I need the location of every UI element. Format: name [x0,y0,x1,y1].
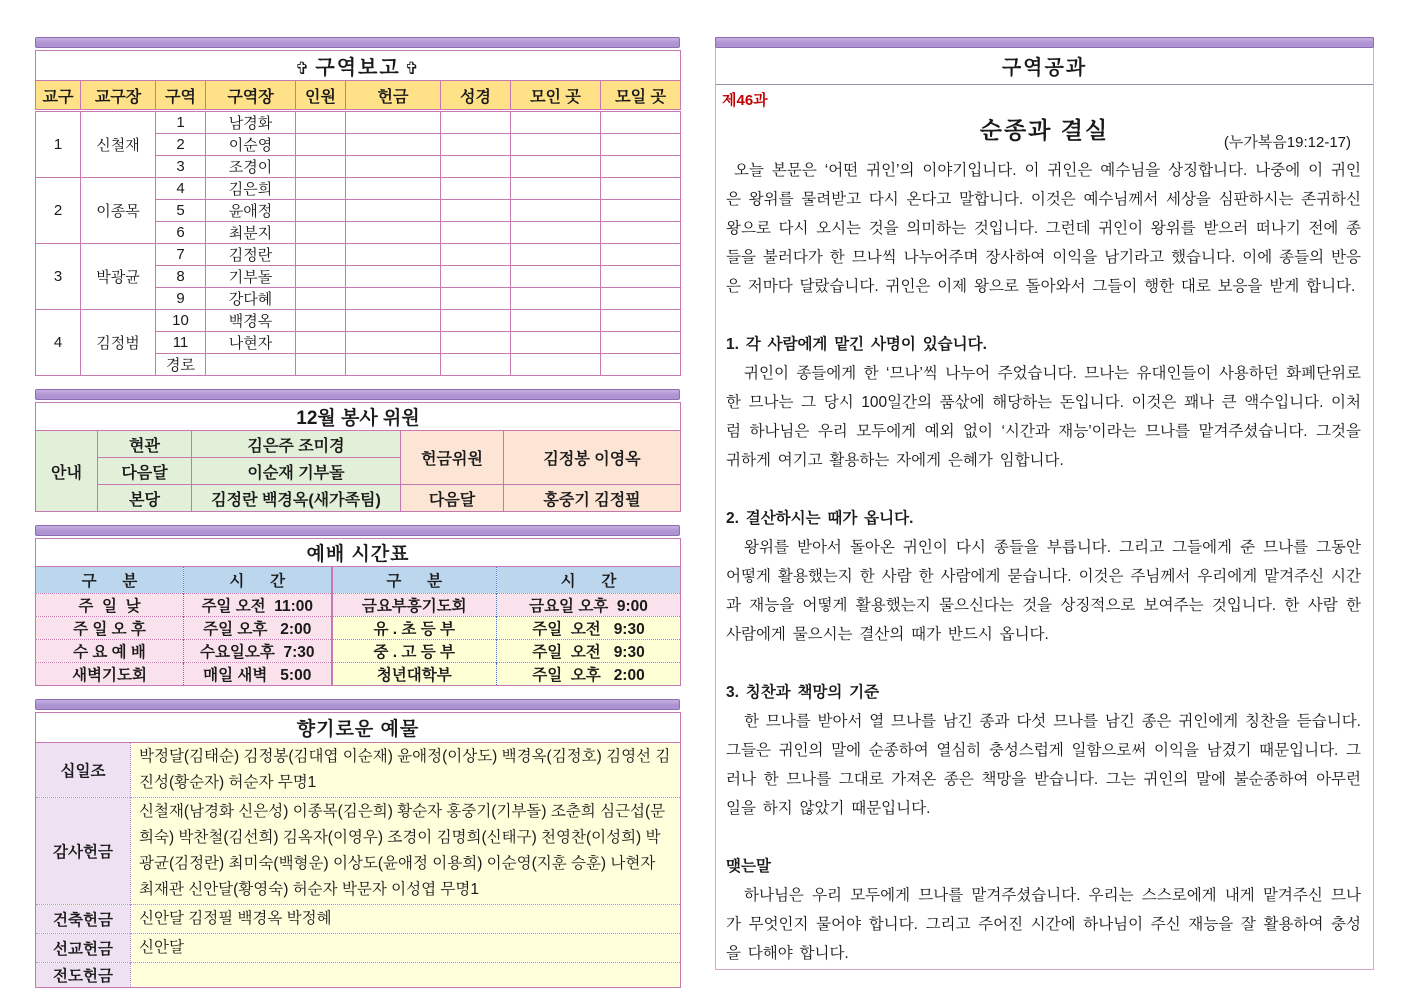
column-header: 시 간 [497,567,681,594]
lesson-panel [715,37,1374,970]
guide-place: 본당 [98,485,192,512]
table-row [36,594,681,617]
next-month-label: 다음달 [401,485,504,512]
column-header: 교구장 [81,81,156,111]
empty-cell [511,156,601,178]
empty-cell [296,134,346,156]
service-name: 새벽기도회 [36,663,184,686]
table-row [36,178,681,200]
guide-names: 김은주 조미경 [192,431,401,458]
district-no: 1 [156,111,206,134]
table-title-row [36,539,681,567]
section-divider-bar [35,699,680,710]
empty-cell [296,222,346,244]
empty-cell [511,266,601,288]
cross-icon: ✞ [404,59,421,78]
parish-no: 3 [36,244,81,310]
offering-names: 박정달(김태순) 김정봉(김대엽 이순재) 윤애정(이상도) 백경옥(김정호) 김영선 김진성(황순자) 허순자 무명1 [131,743,681,798]
parish-no: 2 [36,178,81,244]
empty-cell [346,288,441,310]
section-heading: 1. 각 사람에게 맡긴 사명이 있습니다. [726,336,987,353]
district-leader: 기부돌 [206,266,296,288]
parish-leader: 이종목 [81,178,156,244]
empty-cell [296,244,346,266]
offering-type-label: 감사헌금 [36,798,131,905]
service-time: 주일 오전 9:30 [497,640,681,663]
worship-schedule-title: 예배 시간표 [36,539,681,567]
cross-icon: ✞ [295,59,312,78]
empty-cell [511,200,601,222]
empty-cell [346,310,441,332]
service-name: 주 일 낮 [36,594,184,617]
next-month-names: 홍중기 김정필 [504,485,681,512]
offering-type-label: 전도헌금 [36,963,131,988]
district-report-title [36,51,681,81]
offering-names [131,963,681,988]
empty-cell [441,200,511,222]
column-header: 모인 곳 [511,81,601,111]
parish-no: 4 [36,310,81,376]
district-leader: 강다혜 [206,288,296,310]
service-name: 주 일 오 후 [36,617,184,640]
offerings-title: 향기로운 예물 [36,713,681,743]
column-header: 구역장 [206,81,296,111]
district-leader: 김정란 [206,244,296,266]
empty-cell [441,134,511,156]
table-row [36,798,681,905]
empty-cell [441,222,511,244]
section-divider-bar [35,37,680,48]
section-paragraph: 귀인이 종들에게 한 ‘므나’씩 나누어 주었습니다. 므나는 유대인들이 사용하던 화폐단위로 한 므나는 그 당시 100일간의 품삯에 해당하는 돈입니다. 이것은 꽤나 큰 액수입니다. 이처럼 하나님은 우리 모두에게 예외 없이 ‘시간과 재능’이라는 므나를 맡겨주셨습니다. 그것을 귀하게 여기고 활용하는 자에게 은혜가 임합니다. [726,365,1361,469]
district-leader: 나현자 [206,332,296,354]
service-time: 수요일오후 7:30 [184,640,332,663]
empty-cell [601,222,681,244]
table-row [36,485,681,512]
district-leader: 최분지 [206,222,296,244]
offerings-table [35,712,681,988]
table-row [36,310,681,332]
table-title-row [36,403,681,431]
empty-cell [601,332,681,354]
empty-cell [296,200,346,222]
column-header: 성경 [441,81,511,111]
empty-cell [346,178,441,200]
empty-cell [511,244,601,266]
service-time: 주일 오전 9:30 [497,617,681,640]
empty-cell [441,111,511,134]
district-leader: 김은희 [206,178,296,200]
table-row [36,663,681,686]
empty-cell [441,266,511,288]
section-heading: 2. 결산하시는 때가 옵니다. [726,510,914,527]
guide-names: 김정란 백경옥(새가족팀) [192,485,401,512]
empty-cell [346,200,441,222]
empty-cell [346,266,441,288]
district-leader: 윤애정 [206,200,296,222]
table-title-row [36,51,681,81]
empty-cell [601,310,681,332]
column-header: 구 분 [36,567,184,594]
table-row [36,431,681,458]
empty-cell [601,288,681,310]
offering-committee-label: 헌금위원 [401,431,504,485]
table-header-row [36,81,681,111]
table-title-row [36,713,681,743]
empty-cell [601,134,681,156]
empty-cell [346,134,441,156]
empty-cell [601,178,681,200]
empty-cell [296,111,346,134]
empty-cell [601,244,681,266]
service-time: 주일 오후 2:00 [497,663,681,686]
district-no: 7 [156,244,206,266]
empty-cell [601,354,681,376]
district-no: 10 [156,310,206,332]
section-heading: 맺는말 [726,858,771,875]
table-row [36,905,681,934]
section-divider-bar [35,389,680,400]
column-header: 시 간 [184,567,332,594]
empty-cell [511,310,601,332]
empty-cell [601,156,681,178]
empty-cell [441,332,511,354]
lesson-panel-title: 구역공과 [716,48,1373,85]
empty-cell [601,111,681,134]
district-no: 4 [156,178,206,200]
empty-cell [346,111,441,134]
column-header: 모일 곳 [601,81,681,111]
district-no: 6 [156,222,206,244]
district-no: 5 [156,200,206,222]
column-header: 인원 [296,81,346,111]
lesson-intro-paragraph: 오늘 본문은 ‘어떤 귀인’의 이야기입니다. 이 귀인은 예수님을 상징합니다. 나중에 이 귀인은 왕위를 물려받고 다시 온다고 말합니다. 이것은 예수님께서 세상을 심판하시는 존귀하신 왕으로 다시 오시는 것을 의미하는 것입니다. 그런데 귀인이 왕위를 받으러 떠나기 전에 종들을 불러다가 한 므나씩 나누어주며 장사하여 이익을 남기라고 했습니다. 이에 종들의 반응은 저마다 달랐습니다. 귀인은 이제 왕으로 돌아와서 그들이 행한 대로 보응을 받게 합니다. [726,162,1361,295]
column-header: 헌금 [346,81,441,111]
district-no: 3 [156,156,206,178]
table-row [36,934,681,963]
empty-cell [296,332,346,354]
offering-names: 신안달 김정필 백경옥 박정혜 [131,905,681,934]
worship-schedule-table [35,538,681,686]
section-paragraph: 한 므나를 받아서 열 므나를 남긴 종과 다섯 므나를 남긴 종은 귀인에게 칭찬을 듣습니다. 그들은 귀인의 말에 순종하여 열심히 충성스럽게 일함으로써 이익을 남겼기 때문입니다. 그러나 한 므나를 그대로 가져온 종은 책망을 받습니다. 그는 귀인의 말에 불순종하여 아무런 일을 하지 않았기 때문입니다. [726,713,1361,817]
lesson-heading [716,112,1373,156]
empty-cell [441,244,511,266]
guide-names: 이순재 기부돌 [192,458,401,485]
district-leader: 조경이 [206,156,296,178]
service-name: 중 . 고 등 부 [332,640,497,663]
guide-place: 현관 [98,431,192,458]
parish-leader: 신철재 [81,111,156,178]
service-name: 유 . 초 등 부 [332,617,497,640]
table-row [36,617,681,640]
district-no: 경로 [156,354,206,376]
empty-cell [346,332,441,354]
district-no: 8 [156,266,206,288]
district-no: 11 [156,332,206,354]
bulletin-left-column [35,37,680,988]
table-row [36,111,681,134]
district-no: 2 [156,134,206,156]
section-title: 구역보고 [315,57,401,79]
section-paragraph: 하나님은 우리 모두에게 므나를 맡겨주셨습니다. 우리는 스스로에게 내게 맡겨주신 므나가 무엇인지 물어야 합니다. 그리고 주어진 시간에 하나님이 주신 재능을 잘 활용하여 충성을 다해야 합니다. [726,887,1361,962]
empty-cell [511,354,601,376]
empty-cell [441,156,511,178]
scripture-reference: (누가복음19:12-17) [1223,134,1351,151]
empty-cell [511,222,601,244]
empty-cell [441,178,511,200]
guide-place: 다음달 [98,458,192,485]
column-header: 구역 [156,81,206,111]
district-leader [206,354,296,376]
lesson-body [716,156,1373,968]
empty-cell [441,288,511,310]
table-header-row [36,567,681,594]
service-time: 금요일 오후 9:00 [497,594,681,617]
offering-committee-names: 김정봉 이영옥 [504,431,681,485]
service-time: 매일 새벽 5:00 [184,663,332,686]
empty-cell [511,288,601,310]
empty-cell [346,244,441,266]
empty-cell [296,288,346,310]
empty-cell [511,178,601,200]
table-row [36,244,681,266]
service-time: 주일 오전 11:00 [184,594,332,617]
empty-cell [601,200,681,222]
table-row [36,963,681,988]
service-time: 주일 오후 2:00 [184,617,332,640]
district-no: 9 [156,288,206,310]
column-header: 교구 [36,81,81,111]
empty-cell [296,178,346,200]
empty-cell [601,266,681,288]
offering-names: 신철재(남경화 신은성) 이종목(김은희) 황순자 홍중기(기부돌) 조춘희 심근섭(문희숙) 박찬철(김선희) 김옥자(이영우) 조경이 김명희(신태구) 천영찬(이성희) 박광균(김정란) 최미숙(백형운) 이상도(윤애정 이용희) 이순영(지훈 승훈) 나현자 최재관 신안달(황영숙) 허순자 박문자 이성엽 무명1 [131,798,681,905]
lesson-number: 제46과 [722,92,768,109]
offering-type-label: 건축헌금 [36,905,131,934]
empty-cell [511,111,601,134]
service-name: 금요부흥기도회 [332,594,497,617]
empty-cell [296,156,346,178]
guide-label: 안내 [36,431,98,512]
empty-cell [346,156,441,178]
district-leader: 이순영 [206,134,296,156]
section-heading: 3. 칭찬과 책망의 기준 [726,684,880,701]
offering-type-label: 선교헌금 [36,934,131,963]
table-row [36,743,681,798]
empty-cell [346,222,441,244]
empty-cell [296,354,346,376]
column-header: 구 분 [332,567,497,594]
service-name: 수 요 예 배 [36,640,184,663]
parish-no: 1 [36,111,81,178]
offering-names: 신안달 [131,934,681,963]
empty-cell [441,354,511,376]
service-name: 청년대학부 [332,663,497,686]
empty-cell [511,332,601,354]
empty-cell [441,310,511,332]
table-row [36,640,681,663]
parish-leader: 김정범 [81,310,156,376]
district-report-table [35,50,681,376]
empty-cell [296,310,346,332]
service-committee-table [35,402,681,512]
offering-type-label: 십일조 [36,743,131,798]
lesson-title: 순종과 결실 [979,117,1110,143]
section-paragraph: 왕위를 받아서 돌아온 귀인이 다시 종들을 부릅니다. 그리고 그들에게 준 므나를 그동안 어떻게 활용했는지 한 사람 한 사람에게 묻습니다. 이것은 주님께서 우리에게 맡겨주신 시간과 재능을 어떻게 활용했는지 물으신다는 것을 상징적으로 보여주는 것입니다. 한 사람 한 사람에게 물으시는 결산의 때가 반드시 옵니다. [726,539,1361,643]
section-divider-bar [35,525,680,536]
district-leader: 백경옥 [206,310,296,332]
section-divider-bar [715,37,1374,48]
empty-cell [296,266,346,288]
parish-leader: 박광균 [81,244,156,310]
service-committee-title: 12월 봉사 위원 [36,403,681,431]
empty-cell [511,134,601,156]
empty-cell [346,354,441,376]
district-leader: 남경화 [206,111,296,134]
